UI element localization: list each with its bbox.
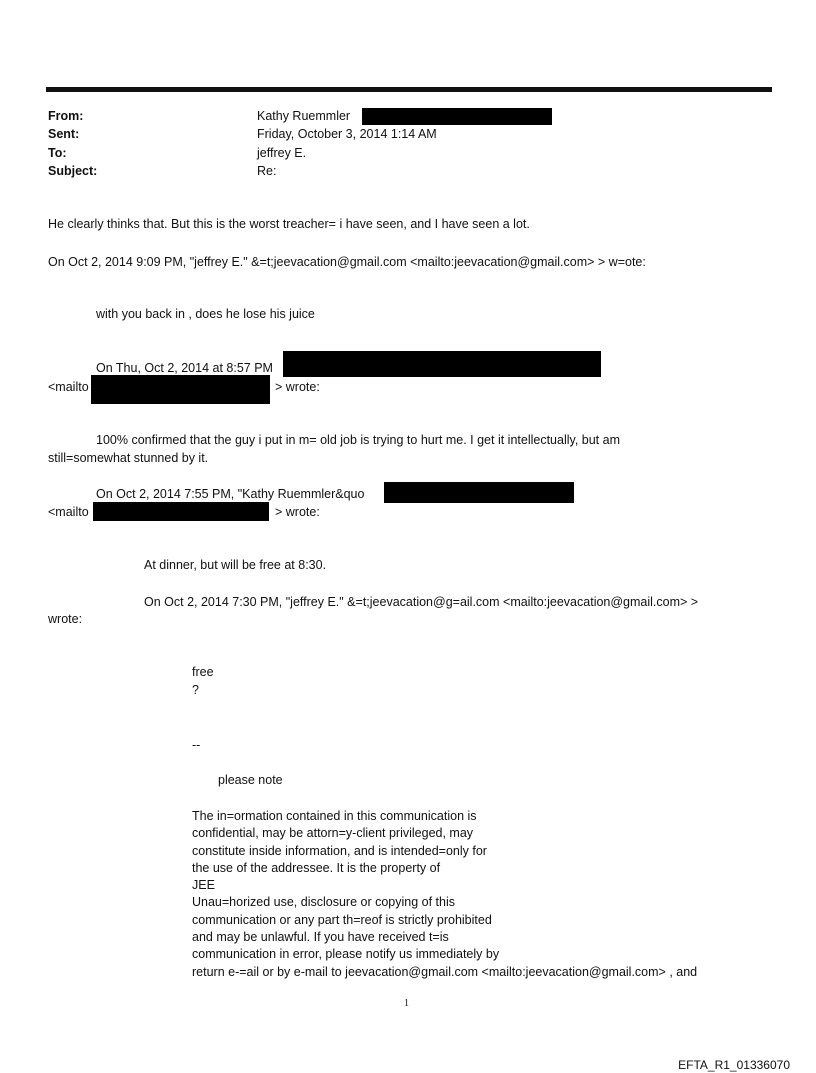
redaction-quote3-sender	[384, 482, 574, 503]
quote3-header-line-a: On Oct 2, 2014 7:55 PM, "Kathy Ruemmler&quo	[96, 487, 365, 501]
to-value: jeffrey E.	[257, 146, 307, 160]
subject-label: Subject:	[48, 164, 98, 178]
header-rule	[46, 87, 772, 92]
document-id: EFTA_R1_01336070	[678, 1058, 790, 1072]
redaction-quote3-mailto	[93, 502, 269, 521]
from-value: Kathy Ruemmler	[257, 109, 351, 123]
redaction-quote2-sender	[283, 351, 601, 377]
quote2-header-line-a: On Thu, Oct 2, 2014 at 8:57 PM	[96, 361, 273, 375]
redaction-quote2-mailto	[91, 375, 270, 404]
quote2-text-line-a: 100% confirmed that the guy i put in m= old job is trying to hurt me. I get it intellectually, but am	[96, 433, 620, 447]
quote2-header-line-b-suffix: > wrote:	[275, 380, 320, 394]
quote4-text-line-a: free	[192, 665, 214, 679]
from-label: From:	[48, 109, 84, 123]
quote3-header-line-b-suffix: > wrote:	[275, 505, 320, 519]
quote4-header-line-b: wrote:	[48, 612, 83, 626]
quote4-header-line-a: On Oct 2, 2014 7:30 PM, "jeffrey E." &=t;jeevacation@g=ail.com <mailto:jeevacation@gmail.com> >	[144, 595, 699, 609]
quote3-header-line-b-prefix: <mailto	[48, 505, 89, 519]
subject-value: Re:	[257, 164, 277, 178]
redaction-from-email	[362, 108, 552, 125]
quote3-text: At dinner, but will be free at 8:30.	[144, 558, 327, 572]
quote4-text-line-b: ?	[192, 683, 199, 697]
quote2-text-line-b: still=somewhat stunned by it.	[48, 451, 209, 465]
quote1-header: On Oct 2, 2014 9:09 PM, "jeffrey E." &=t;jeevacation@gmail.com <mailto:jeevacation@gmail.com> > w=ote:	[48, 255, 646, 269]
body-line-1: He clearly thinks that. But this is the worst treacher= i have seen, and I have seen a lot.	[48, 217, 530, 231]
page-number: 1	[404, 998, 409, 1009]
sent-value: Friday, October 3, 2014 1:14 AM	[257, 127, 437, 141]
to-label: To:	[48, 146, 67, 160]
sent-label: Sent:	[48, 127, 80, 141]
quote2-header-line-b-prefix: <mailto	[48, 380, 89, 394]
quote1-text: with you back in , does he lose his juice	[96, 307, 315, 321]
confidentiality-disclaimer: The in=ormation contained in this communication is confidential, may be attorn=y-client privileged, may constitute inside information, and is intended=only for the use of the addressee. It is the property of JEE Unau=horized use, disclosure or copying of this communication or any part th=reof is strictly prohibited and may be unlawful. If you have received t=is communication in error, please notify us immediately by return e-=ail or by e-mail to jeevacation@gmail.com <mailto:jeevacation@gmail.com> , and	[192, 809, 698, 979]
please-note: please note	[218, 773, 283, 787]
signature-dashes: --	[192, 738, 201, 752]
